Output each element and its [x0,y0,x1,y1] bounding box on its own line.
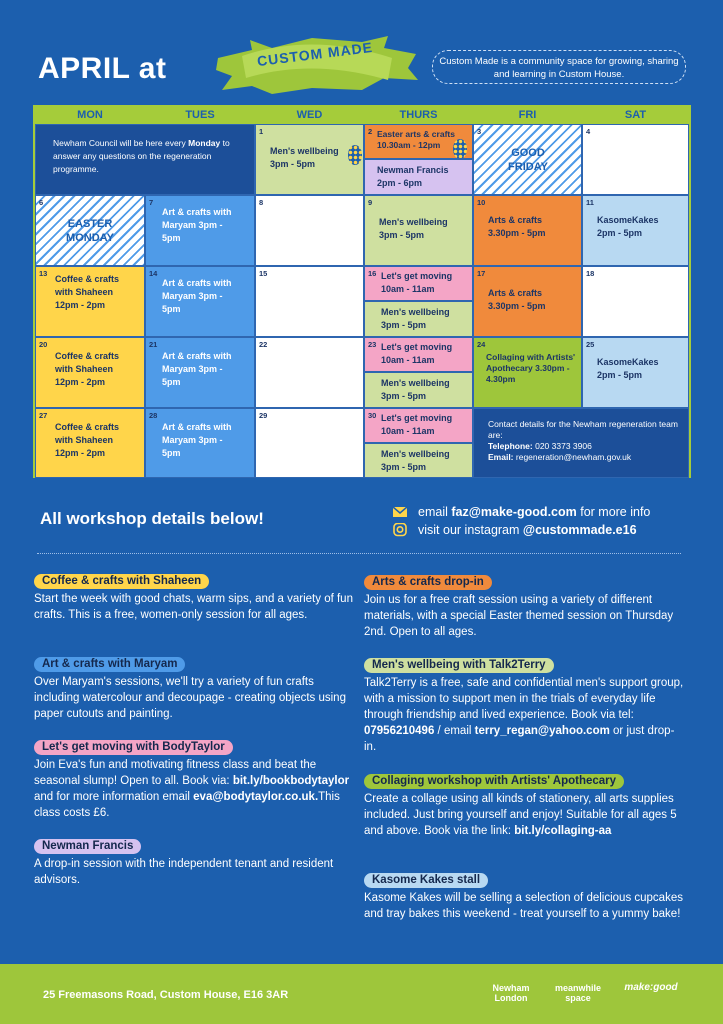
envelope-icon [392,505,408,519]
regeneration-contact-cell [473,408,689,478]
day-cell-23-bottom [364,372,473,408]
event-lets-get-moving: Let's get moving 10am - 11am [381,342,453,365]
email-link[interactable]: faz@make-good.com [451,505,577,519]
workshop-desc: Talk2Terry is a free, safe and confidential men's support group, with a mission to support men in the trials of everyday life through friendship and lived experience. Book via tel: 07956210496 / email terry_regan@yahoo.com or just drop-in. [364,677,684,753]
booking-link[interactable]: bit.ly/bookbodytaylor [232,775,350,787]
day-header-tue: TUES [145,107,255,124]
day-cell-13 [35,266,145,337]
event-art-crafts-maryam: Art & crafts with Maryam 3pm - 5pm [162,422,232,458]
day-cell-16-top [364,266,473,301]
event-arts-crafts: Arts & crafts 3.30pm - 5pm [488,288,546,311]
day-number: 29 [259,411,268,420]
booking-link[interactable]: bit.ly/collaging-aa [514,825,612,837]
workshop-tag: Collaging workshop with Artists' Apothecary [364,774,624,789]
event-art-crafts-maryam: Art & crafts with Maryam 3pm - 5pm [162,207,232,243]
newham-note: Newham Council will be here every Monday to answer any questions on the regeneration programme. [53,138,230,174]
day-cell-11 [582,195,689,266]
day-cell-9 [364,195,473,266]
day-number: 25 [586,340,595,349]
event-mens-wellbeing: Men's wellbeing 3pm - 5pm [379,217,448,240]
day-cell-29 [255,408,364,478]
day-header-mon: MON [35,107,145,124]
event-mens-wellbeing: Men's wellbeing 3pm - 5pm [381,307,450,330]
day-number: 20 [39,340,48,349]
banner-title: CUSTOM MADE [256,38,374,70]
workshop-newman-francis [34,836,354,888]
easter-egg-icon [453,139,467,159]
day-cell-7 [145,195,255,266]
divider [37,553,681,554]
email-link[interactable]: terry_regan@yahoo.com [474,725,610,737]
day-number: 6 [39,198,44,207]
workshop-tag: Art & crafts with Maryam [34,657,185,672]
event-mens-wellbeing: Men's wellbeing 3pm - 5pm [270,146,339,169]
day-number: 10 [477,198,486,207]
meanwhile-space-logo: meanwhile space [554,983,601,1003]
intro-text: Custom Made is a community space for growing, sharing and learning in Custom House. [432,50,686,84]
day-number: 4 [586,127,591,136]
event-newman-francis: Newman Francis 2pm - 6pm [377,165,449,188]
day-cell-4 [582,124,689,195]
day-number: 17 [477,269,486,278]
easter-egg-icon [348,145,362,165]
day-header-wed: WED [255,107,364,124]
day-number: 27 [39,411,48,420]
phone-link[interactable]: 07956210496 [364,725,435,737]
day-number: 3 [477,127,482,136]
day-cell-23-top [364,337,473,372]
day-header-fri: FRI [473,107,582,124]
regeneration-contact: Contact details for the Newham regeneration team are: Telephone: 020 3373 3906 Email: regeneration@newham.gov.uk [488,419,678,462]
event-kasome-kakes: KasomeKakes 2pm - 5pm [597,215,659,238]
workshop-tag: Kasome Kakes stall [364,873,488,888]
day-cell-20 [35,337,145,408]
workshop-desc: Join Eva's fun and motivating fitness class and beat the seasonal slump! Open to all. Book via: bit.ly/bookbodytaylor and for more information email eva@bodytaylor.co.uk.This class costs £6. [34,759,350,819]
workshop-art-maryam [34,654,354,722]
event-coffee-crafts: Coffee & crafts with Shaheen 12pm - 2pm [55,422,120,458]
day-number: 24 [477,340,486,349]
event-lets-get-moving: Let's get moving 10am - 11am [381,413,453,436]
day-number: 8 [259,198,264,207]
workshop-desc: Join us for a free craft session using a variety of different materials, with a special Easter themed session on Thursday 2nd. Open to all ages. [364,594,674,638]
day-cell-1 [255,124,364,195]
email-link[interactable]: eva@bodytaylor.co.uk. [193,791,319,803]
day-number: 16 [368,269,377,278]
day-cell-2-bottom [364,159,473,195]
day-cell-27 [35,408,145,478]
day-cell-24 [473,337,582,408]
workshop-arts-drop-in [364,572,684,640]
event-collaging: Collaging with Artists' Apothecary 3.30pm - 4.30pm [486,352,576,384]
day-cell-25 [582,337,689,408]
day-cell-17 [473,266,582,337]
workshop-tag: Newman Francis [34,839,141,854]
workshop-desc: A drop-in session with the independent tenant and resident advisors. [34,858,334,886]
day-number: 14 [149,269,158,278]
day-cell-16-bottom [364,301,473,337]
workshop-details-heading: All workshop details below! [40,509,264,528]
day-number: 30 [368,411,377,420]
day-cell-21 [145,337,255,408]
workshop-desc: Over Maryam's sessions, we'll try a variety of fun crafts including watercolour and decoupage - creating objects using paper cutouts and painting. [34,676,346,720]
day-number: 28 [149,411,158,420]
day-number: 15 [259,269,268,278]
day-cell-30-top [364,408,473,443]
workshop-desc: Kasome Kakes will be selling a selection of delicious cupcakes and tray bakes this weekend - treat yourself to a yummy bake! [364,892,683,920]
footer-address: 25 Freemasons Road, Custom House, E16 3AR [43,989,289,1001]
day-number: 18 [586,269,595,278]
day-cell-18 [582,266,689,337]
event-mens-wellbeing: Men's wellbeing 3pm - 5pm [381,378,450,401]
workshop-kasome-kakes [364,870,684,922]
event-arts-crafts: Arts & crafts 3.30pm - 5pm [488,215,546,238]
workshop-tag: Men's wellbeing with Talk2Terry [364,658,554,673]
day-header-sat: SAT [582,107,689,124]
day-cell-28 [145,408,255,478]
workshop-mens-wellbeing [364,655,684,755]
workshop-desc: Create a collage using all kinds of stationery, all arts supplies included. Just bring yourself and enjoy! Suitable for all ages 5 and above. Book via the link: bit.ly/collaging-aa [364,793,677,837]
good-friday-label: GOOD FRIDAY [508,146,548,173]
newham-note-cell [35,124,255,195]
contact-info [392,503,650,539]
day-number: 2 [368,127,373,136]
day-cell-8 [255,195,364,266]
workshop-tag: Arts & crafts drop-in [364,575,492,590]
event-coffee-crafts: Coffee & crafts with Shaheen 12pm - 2pm [55,351,120,387]
day-number: 7 [149,198,154,207]
event-lets-get-moving: Let's get moving 10am - 11am [381,271,453,294]
day-number: 13 [39,269,48,278]
day-cell-30-bottom [364,443,473,478]
day-number: 21 [149,340,158,349]
event-kasome-kakes: KasomeKakes 2pm - 5pm [597,357,659,380]
workshop-coffee-crafts [34,571,354,623]
instagram-icon [392,523,408,537]
day-cell-14 [145,266,255,337]
contact-instagram: visit our instagram @custommade.e16 [418,523,637,537]
workshop-lets-get-moving [34,737,354,821]
day-cell-6 [35,195,145,266]
workshop-tag: Coffee & crafts with Shaheen [34,574,209,589]
day-cell-2-top [364,124,473,159]
day-number: 23 [368,340,377,349]
day-cell-3 [473,124,582,195]
day-cell-22 [255,337,364,408]
easter-monday-label: EASTER MONDAY [66,217,114,244]
contact-email: email faz@make-good.com for more info [418,505,651,519]
event-art-crafts-maryam: Art & crafts with Maryam 3pm - 5pm [162,278,232,314]
workshop-collaging [364,771,684,839]
instagram-link[interactable]: @custommade.e16 [522,523,637,537]
day-number: 22 [259,340,268,349]
make-good-logo: make:good [624,982,678,993]
day-number: 1 [259,127,264,136]
day-number: 11 [586,198,594,207]
workshop-tag: Let's get moving with BodyTaylor [34,740,233,755]
event-coffee-crafts: Coffee & crafts with Shaheen 12pm - 2pm [55,274,120,310]
day-header-thu: THURS [364,107,473,124]
workshop-desc: Start the week with good chats, warm sips, and a variety of fun crafts. This is a free, women-only session for all ages. [34,593,353,621]
event-mens-wellbeing: Men's wellbeing 3pm - 5pm [381,449,450,472]
day-cell-10 [473,195,582,266]
newham-london-logo: Newham London [492,983,530,1003]
day-cell-15 [255,266,364,337]
event-art-crafts-maryam: Art & crafts with Maryam 3pm - 5pm [162,351,232,387]
event-easter-arts: Easter arts & crafts 10.30am - 12pm [377,129,455,150]
page-title: APRIL at [38,52,167,85]
calendar-grid [33,105,691,478]
day-number: 9 [368,198,373,207]
